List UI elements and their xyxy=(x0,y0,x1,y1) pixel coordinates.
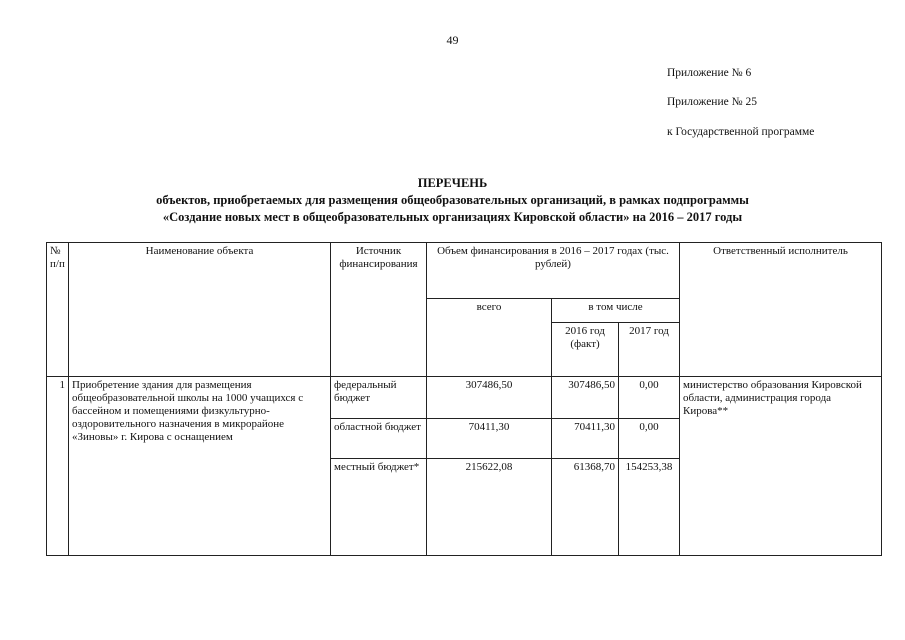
header-num: № п/п xyxy=(47,243,69,377)
table-row xyxy=(47,377,882,419)
row-executor: министерство образования Кировской области, администрация города Кирова** xyxy=(680,377,882,556)
header-including: в том числе xyxy=(552,299,680,323)
header-total: всего xyxy=(427,299,552,377)
header-object-name: Наименование объекта xyxy=(69,243,331,377)
row-object-name: Приобретение здания для размещения общеобразовательной школы на 1000 учащихся с бассейном и помещениями физкультурно-оздоровительного назначения в микрорайоне «Зиновы» г. Кирова с оснащением xyxy=(69,377,331,556)
appendix-line-3: к Государственной программе xyxy=(667,126,815,138)
appendix-line-1: Приложение № 6 xyxy=(667,67,752,79)
total-cell: 307486,50 xyxy=(427,377,552,419)
total-cell: 215622,08 xyxy=(427,459,552,556)
year-2017-cell: 0,00 xyxy=(619,419,680,459)
title-subtitle-line-1: объектов, приобретаемых для размещения общеобразовательных организаций, в рамках подпрограммы xyxy=(156,193,749,207)
page-number: 49 xyxy=(446,33,459,47)
appendix-line-2: Приложение № 25 xyxy=(667,96,757,108)
header-financing-volume: Объем финансирования в 2016 – 2017 годах (тыс. рублей) xyxy=(427,243,680,299)
header-executor: Ответственный исполнитель xyxy=(680,243,882,377)
source-cell: областной бюджет xyxy=(331,419,427,459)
header-source: Источник финансирования xyxy=(331,243,427,377)
year-2016-cell: 70411,30 xyxy=(552,419,619,459)
row-num: 1 xyxy=(47,377,69,556)
header-year-2016: 2016 год (факт) xyxy=(552,323,619,377)
title-heading: ПЕРЕЧЕНЬ xyxy=(417,176,488,190)
year-2017-cell: 0,00 xyxy=(619,377,680,419)
document-title xyxy=(0,175,905,226)
title-subtitle-line-2: «Создание новых мест в общеобразовательных организациях Кировской области» на 2016 – 2017 годы xyxy=(162,210,743,224)
source-cell: федеральный бюджет xyxy=(331,377,427,419)
year-2016-cell: 61368,70 xyxy=(552,459,619,556)
header-year-2017: 2017 год xyxy=(619,323,680,377)
objects-table xyxy=(46,242,882,556)
year-2017-cell: 154253,38 xyxy=(619,459,680,556)
source-cell: местный бюджет* xyxy=(331,459,427,556)
year-2016-cell: 307486,50 xyxy=(552,377,619,419)
total-cell: 70411,30 xyxy=(427,419,552,459)
